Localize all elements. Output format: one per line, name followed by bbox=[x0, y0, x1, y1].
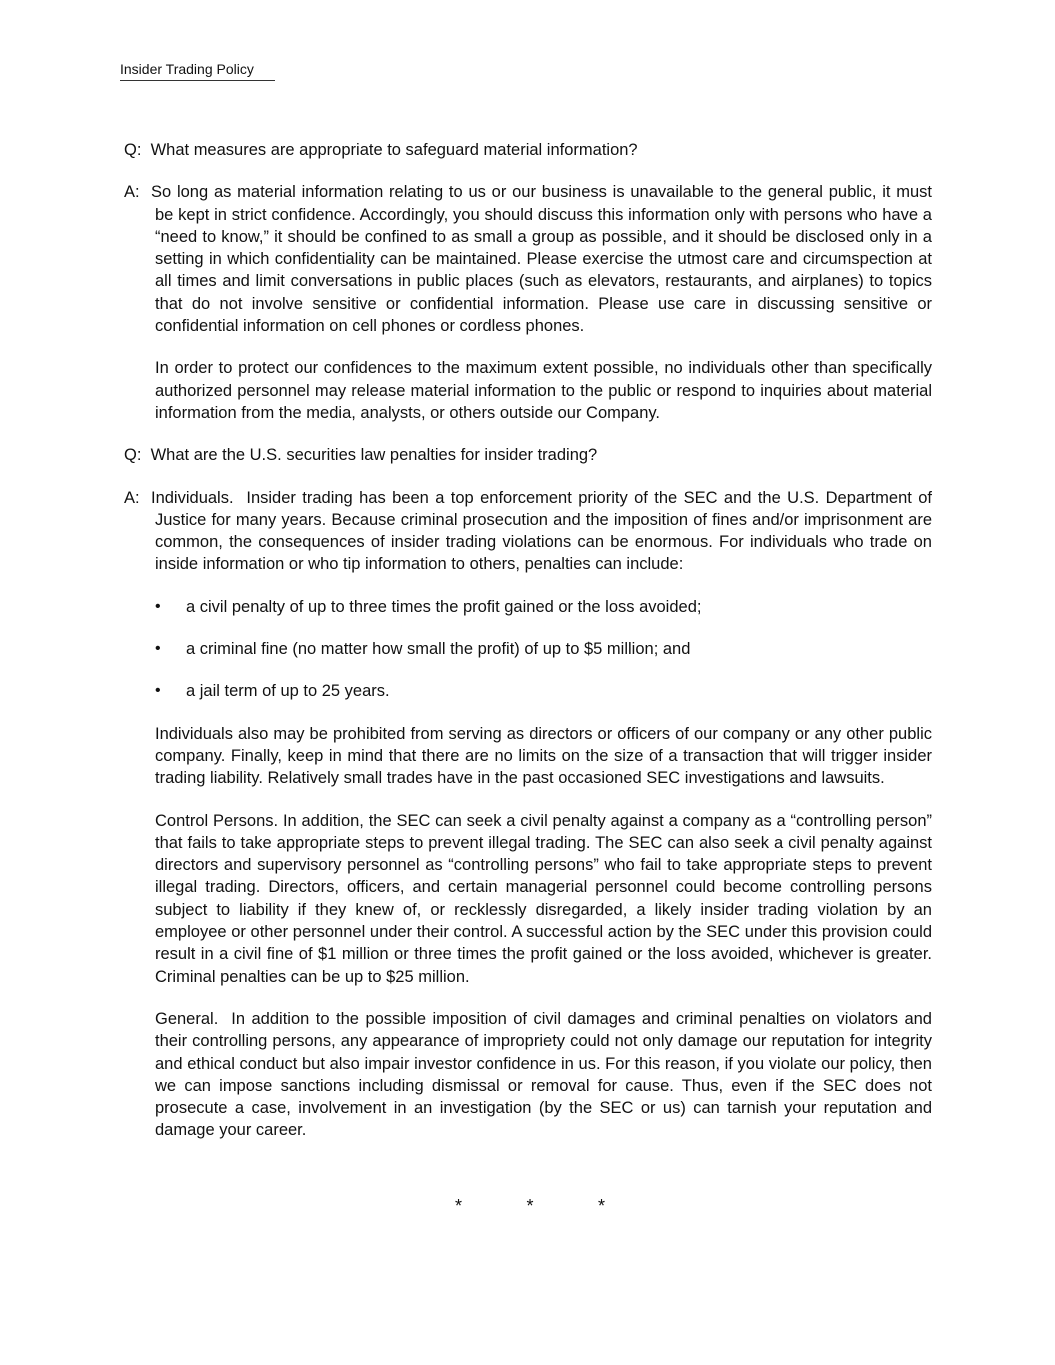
answer-label: A: bbox=[124, 488, 140, 507]
section-lead-general: General. bbox=[155, 1009, 219, 1028]
question-label: Q: bbox=[124, 446, 142, 465]
control-persons-paragraph bbox=[124, 810, 932, 988]
answer-text: So long as material information relating to us or our business is unavailable to the general public, it must be kept in strict confidence. Accordingly, you should discuss this information only with persons who have a “need to know,” it should be confined to as small a group as possible, and it should be disclosed only in a setting in which confidentiality can be maintained. Please exercise the utmost care and circumspection at all times and limit conversations in public places (such as elevators, restaurants, and airplanes) to topics that do not involve sensitive or confidential information. Please use care in discussing sensitive or confidential information on cell phones or cordless phones. bbox=[151, 183, 932, 336]
section-divider-stars bbox=[455, 1196, 605, 1217]
answer-1-paragraph-1 bbox=[124, 181, 932, 337]
section-lead-control-persons: Control Persons. bbox=[155, 811, 279, 830]
list-item: • a civil penalty of up to three times the profit gained or the loss avoided; bbox=[124, 596, 932, 618]
general-paragraph bbox=[124, 1008, 932, 1142]
page-header-title: Insider Trading Policy bbox=[120, 61, 275, 81]
star-icon: * bbox=[597, 1196, 605, 1216]
answer-1-paragraph-2: In order to protect our confidences to the maximum extent possible, no individuals other than specifically authorized personnel may release material information to the public or respond to inquiries about material information from the media, analysts, or others outside our Company. bbox=[155, 359, 932, 422]
bullet-icon: • bbox=[155, 597, 161, 615]
bullet-icon: • bbox=[155, 682, 161, 700]
bullet-icon: • bbox=[155, 640, 161, 658]
answer-2-paragraph-2: Individuals also may be prohibited from serving as directors or officers of our company or any other public company. Finally, keep in mind that there are no limits on the size of a transaction that will trigger insider trading liability. Relatively small trades have in the past occasioned SEC investigations and lawsuits. bbox=[155, 724, 932, 788]
document-body bbox=[124, 139, 932, 1162]
question-text: What measures are appropriate to safeguard material information? bbox=[150, 141, 638, 159]
star-icon: * bbox=[526, 1196, 534, 1216]
answer-label: A: bbox=[124, 183, 140, 202]
answer-text: Insider trading has been a top enforcement priority of the SEC and the U.S. Department of Justice for many years. Because criminal prosecution and the imposition of fines and/or imprisonment are common, the consequences of insider trading violations can be enormous. For individuals who trade on inside information or who tip information to others, penalties can include: bbox=[155, 488, 932, 574]
paragraph-text: In addition, the SEC can seek a civil penalty against a company as a “controlling person” that fails to take appropriate steps to prevent illegal trading. The SEC can also seek a civil penalty against directors and supervisory personnel as “controlling persons” who fail to take appropriate steps to prevent illegal trading. Directors, officers, and certain managerial personnel could become controlling persons subject to liability if they knew of, or recklessly disregarded, a likely insider trading violation by an employee or other personnel under their control. A successful action by the SEC under this provision could result in a civil fine of $1 million or three times the profit gained or the loss avoided, whichever is greater. Criminal penalties can be up to $25 million. bbox=[155, 811, 932, 986]
question-text: What are the U.S. securities law penalties for insider trading? bbox=[150, 446, 598, 465]
section-lead-individuals: Individuals. bbox=[151, 488, 234, 507]
question-1 bbox=[124, 139, 932, 161]
paragraph-text: In addition to the possible imposition of civil damages and criminal penalties on violators and their controlling persons, any appearance of impropriety could not only damage our reputation for integrity and ethical conduct but also impair investor confidence in us. For this reason, if you violate our policy, then we can impose sanctions including dismissal or removal for cause. Thus, even if the SEC does not prosecute a case, involvement in an investigation (by the SEC or us) can tarnish your reputation and damage your career. bbox=[155, 1009, 932, 1140]
penalties-list bbox=[124, 596, 932, 703]
answer-2-paragraph-1 bbox=[124, 487, 932, 576]
list-item: • a criminal fine (no matter how small the profit) of up to $5 million; and bbox=[124, 638, 932, 660]
star-icon: * bbox=[455, 1196, 463, 1216]
question-2 bbox=[124, 444, 932, 466]
list-item: • a jail term of up to 25 years. bbox=[124, 680, 932, 702]
question-label: Q: bbox=[124, 141, 142, 159]
